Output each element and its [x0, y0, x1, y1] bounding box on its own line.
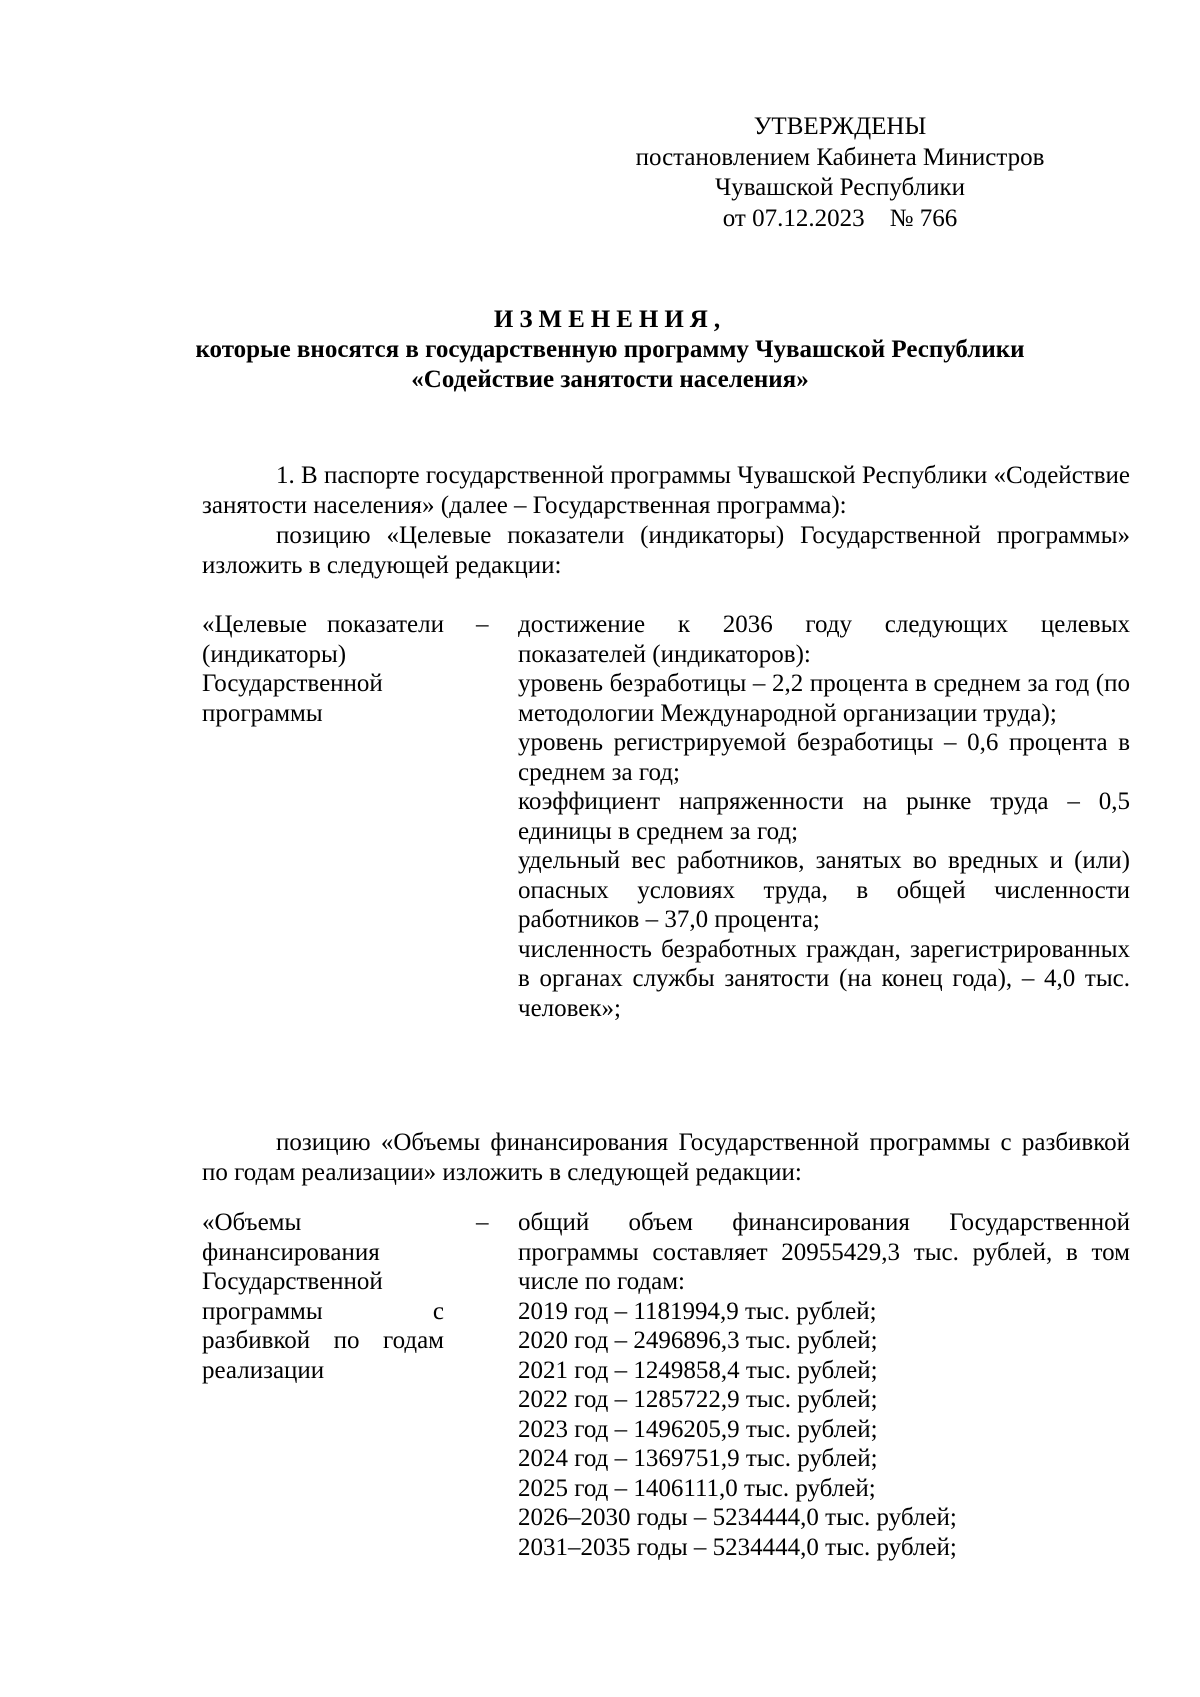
financing-label: «Объемы финансирования Государственной программы с разбивкой по годам реализации — [202, 1209, 444, 1384]
target-indicators-dash: – — [476, 611, 489, 638]
approval-date-number: от 07.12.2023 № 766 — [722, 204, 958, 232]
financing-year-line: 2022 год – 1285722,9 тыс. рублей; — [518, 1386, 878, 1413]
target-indicators-label: «Целевые показатели (индикаторы) Государственной программы — [202, 611, 444, 727]
financing-year-line: 2023 год – 1496205,9 тыс. рублей; — [518, 1415, 878, 1443]
financing-year-line: 2031–2035 годы – 5234444,0 тыс. рублей; — [518, 1533, 957, 1561]
financing-value — [518, 1208, 1130, 1562]
financing-intro: общий объем финансирования Государственной программы составляет 20955429,3 тыс. рублей, в том числе по годам: — [518, 1209, 1130, 1295]
indicator-item: уровень безработицы – 2,2 процента в среднем за год (по методологии Международной организации труда); — [518, 670, 1130, 727]
approval-authority: постановлением Кабинета Министров — [635, 143, 1045, 171]
financing-year-line: 2025 год – 1406111,0 тыс. рублей; — [518, 1474, 876, 1502]
indicator-item: уровень регистрируемой безработицы – 0,6 процента в среднем за год; — [518, 729, 1130, 786]
financing-year-line: 2020 год – 2496896,3 тыс. рублей; — [518, 1327, 878, 1354]
paragraph-3: позицию «Объемы финансирования Государственной программы с разбивкой по годам реализации» изложить в следующей редакции: — [202, 1129, 1130, 1186]
financing-year-line: 2019 год – 1181994,9 тыс. рублей; — [518, 1297, 877, 1325]
title-subtitle-line2: «Содействие занятости населения» — [411, 366, 809, 393]
financing-year-line: 2021 год – 1249858,4 тыс. рублей; — [518, 1356, 878, 1384]
paragraph-1: 1. В паспорте государственной программы Чувашской Республики «Содействие занятости населения» (далее – Государственная программа): — [202, 462, 1130, 519]
approval-heading: УТВЕРЖДЕНЫ — [753, 113, 927, 140]
indicator-item: численность безработных граждан, зарегистрированных в органах службы занятости (на конец года), – 4,0 тыс. человек»; — [518, 935, 1130, 1022]
title-subtitle-line1: которые вносятся в государственную программу Чувашской Республики — [195, 336, 1025, 363]
indicator-item: удельный вес работников, занятых во вредных и (или) опасных условиях труда, в общей численности работников – 37,0 процента; — [518, 847, 1130, 933]
document-title — [110, 305, 1110, 395]
financing-dash: – — [476, 1209, 489, 1236]
financing-year-line: 2026–2030 годы – 5234444,0 тыс. рублей; — [518, 1504, 957, 1531]
approval-stamp — [570, 112, 1110, 234]
target-indicators-value — [518, 610, 1130, 1023]
paragraph-2: позицию «Целевые показатели (индикаторы) Государственной программы» изложить в следующей редакции: — [202, 522, 1130, 579]
indicator-item: коэффициент напряженности на рынке труда – 0,5 единицы в среднем за год; — [518, 788, 1130, 845]
approval-republic: Чувашской Республики — [714, 174, 966, 201]
financing-year-line: 2024 год – 1369751,9 тыс. рублей; — [518, 1445, 878, 1472]
indicator-item: достижение к 2036 году следующих целевых показателей (индикаторов): — [518, 611, 1130, 668]
title-main: ИЗМЕНЕНИЯ, — [493, 306, 727, 333]
